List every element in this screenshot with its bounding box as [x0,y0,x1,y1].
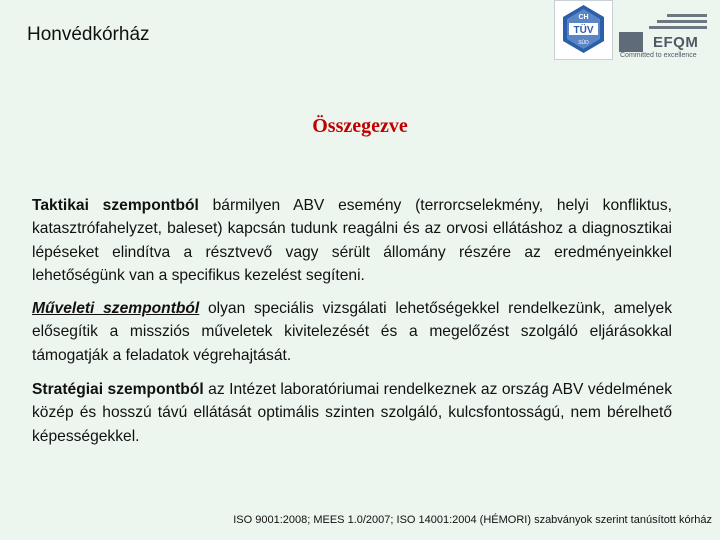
paragraph-tactical [32,194,672,288]
efqm-tagline: Committed to excellence [620,52,697,59]
paragraph-operational [32,297,672,368]
page-title: Összegezve [312,115,408,137]
paragraph-lead: Műveleti szempontból [32,299,200,317]
tuv-text-mid: TÜV [573,25,594,36]
paragraph-text: az Intézet laboratóriumai rendelkeznek az ország ABV védelmének közép és hosszú távú ellátását optimális szinten szolgáló, kulcsfontosságú, nem bérelhető képességekkel. [32,380,673,445]
efqm-logo-icon [643,14,707,36]
paragraph-text: olyan speciális vizsgálati lehetőségekkel rendelkezünk, amelyek elősegítik a missziós műveletek kivitelezését és a megelőzést szolgáló eljárásokkal támogatják a feladatok végrehajtását. [32,299,672,364]
efqm-wordmark: EFQM [653,34,699,51]
paragraph-lead: Taktikai szempontból [32,196,199,214]
efqm-box-icon [619,32,643,52]
efqm-logo [619,14,709,60]
organization-name: Honvédkórház [27,24,150,45]
tuv-text-low: SÜD [578,40,589,46]
tuv-certification-logo [554,0,613,60]
paragraph-strategic [32,378,672,449]
paragraph-lead: Stratégiai szempontból [32,380,204,398]
certification-footer: ISO 9001:2008; MEES 1.0/2007; ISO 14001:2004 (HÉMORI) szabványok szerint tanúsított kórház [233,514,712,526]
tuv-certification-icon [555,1,612,59]
paragraph-text: bármilyen ABV esemény (terrorcselekmény, helyi konfliktus, katasztrófahelyzet, baleset) kapcsán tudunk reagálni és az orvosi ellátáshoz a diagnosztikai lépéseket elindítva a résztvevő vagy sérült állomány részére az eredményeinkkel lehetőségünk van a specifikus kezelést segíteni. [32,196,672,285]
tuv-text-top: CH [578,14,589,21]
